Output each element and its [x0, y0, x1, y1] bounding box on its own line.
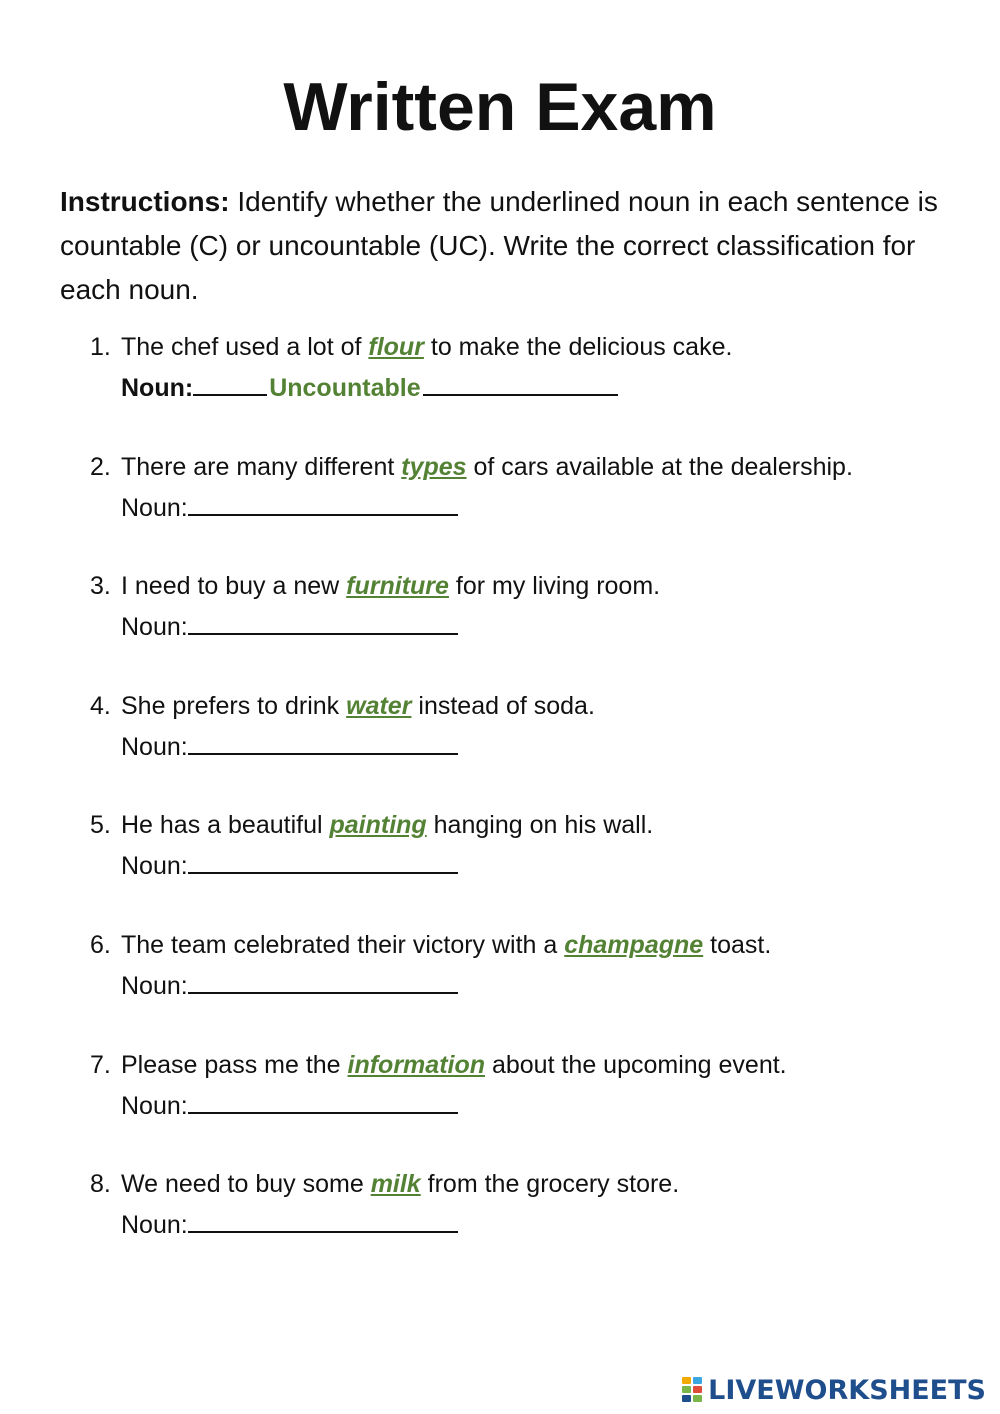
- question-number: 4.: [90, 691, 111, 720]
- underlined-noun: water: [346, 691, 412, 720]
- underlined-noun: champagne: [564, 930, 704, 959]
- question-4: [90, 687, 970, 807]
- underlined-noun: information: [347, 1050, 486, 1079]
- question-sentence: 3. I need to buy a new furniture for my living room.: [90, 567, 970, 605]
- answer-field[interactable]: [188, 964, 458, 994]
- question-7: [90, 1046, 970, 1166]
- question-number: 8.: [90, 1170, 111, 1199]
- answer-row: [90, 366, 970, 406]
- answer-blank-right: [423, 366, 618, 396]
- liveworksheets-logo-icon: [682, 1377, 704, 1403]
- question-number: 1.: [90, 333, 111, 361]
- question-number: 5.: [90, 811, 111, 840]
- answer-field[interactable]: [188, 605, 458, 635]
- answer-label: Noun:: [121, 971, 188, 1000]
- question-6: [90, 926, 970, 1046]
- underlined-noun: furniture: [346, 572, 449, 601]
- answer-blank-left: [193, 366, 267, 396]
- question-8: [90, 1165, 970, 1285]
- question-list: [90, 328, 970, 1285]
- question-number: 3.: [90, 572, 111, 601]
- answer-field[interactable]: Uncountable: [269, 374, 421, 402]
- question-sentence: 6. The team celebrated their victory with a champagne toast.: [90, 926, 970, 964]
- answer-field[interactable]: [188, 844, 458, 874]
- liveworksheets-logo: [682, 1372, 986, 1408]
- answer-row: [90, 844, 970, 884]
- answer-row: [90, 605, 970, 645]
- answer-label: Noun:: [121, 613, 188, 642]
- answer-label: Noun:: [121, 1091, 188, 1120]
- answer-row: [90, 1203, 970, 1243]
- answer-row: [90, 725, 970, 765]
- question-number: 6.: [90, 930, 111, 959]
- answer-label: Noun:: [121, 1211, 188, 1240]
- instructions-lead: Instructions:: [60, 186, 230, 217]
- instructions-text: Identify whether the underlined noun in each sentence is countable (C) or uncountable (UC). Write the correct classification for each noun.: [60, 186, 938, 305]
- answer-field[interactable]: [188, 725, 458, 755]
- question-sentence: 8. We need to buy some milk from the grocery store.: [90, 1165, 970, 1203]
- answer-label: Noun:: [121, 852, 188, 881]
- question-sentence: 7. Please pass me the information about the upcoming event.: [90, 1046, 970, 1084]
- answer-field[interactable]: [188, 486, 458, 516]
- question-5: [90, 806, 970, 926]
- underlined-noun: milk: [370, 1170, 421, 1199]
- underlined-noun: painting: [329, 811, 427, 840]
- question-sentence: 1. The chef used a lot of flour to make the delicious cake.: [90, 328, 970, 366]
- question-sentence: 5. He has a beautiful painting hanging on his wall.: [90, 806, 970, 844]
- question-1: [90, 328, 970, 448]
- underlined-noun: flour: [368, 333, 424, 361]
- underlined-noun: types: [401, 452, 467, 481]
- answer-row: [90, 1084, 970, 1124]
- question-2: [90, 448, 970, 568]
- answer-label: Noun:: [121, 493, 188, 522]
- answer-label: Noun:: [121, 374, 194, 402]
- answer-label: Noun:: [121, 732, 188, 761]
- question-number: 2.: [90, 452, 111, 481]
- question-3: [90, 567, 970, 687]
- page-title: Written Exam: [283, 69, 717, 145]
- question-sentence: 4. She prefers to drink water instead of soda.: [90, 687, 970, 725]
- answer-field[interactable]: [188, 1084, 458, 1114]
- question-number: 7.: [90, 1050, 111, 1079]
- answer-row: [90, 486, 970, 526]
- answer-row: [90, 964, 970, 1004]
- liveworksheets-logo-text: LIVEWORKSHEETS: [708, 1374, 986, 1406]
- instructions: [60, 180, 950, 312]
- answer-field[interactable]: [188, 1203, 458, 1233]
- question-sentence: 2. There are many different types of cars available at the dealership.: [90, 448, 970, 486]
